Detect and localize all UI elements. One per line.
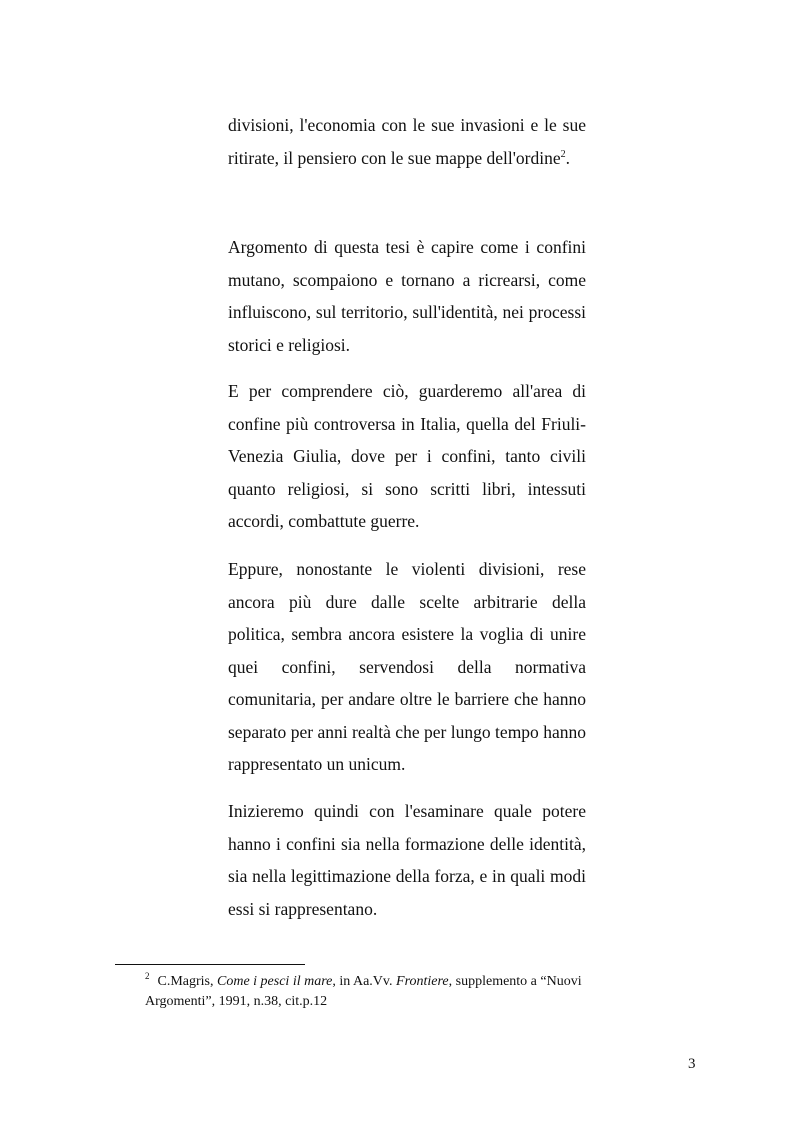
footnote-author: C.Magris, bbox=[157, 974, 217, 989]
footnote bbox=[145, 972, 633, 1012]
paragraph-border-area: E per comprendere ciò, guarderemo all'area di confine più controversa in Italia, quella del Friuli-Venezia Giulia, dove per i confini, tanto civili quanto religiosi, si sono scritti libri, intessuti accordi, combattute guerre. bbox=[228, 381, 586, 531]
paragraph-continued: divisioni, l'economia con le sue invasioni e le sue ritirate, il pensiero con le sue mappe dell'ordine$^2$. bbox=[228, 115, 586, 168]
footnote-work: Frontiere bbox=[396, 974, 449, 989]
footnote-title: Come i pesci il mare bbox=[217, 974, 333, 989]
page-number: 3 bbox=[688, 1056, 696, 1072]
paragraph-plan: Inizieremo quindi con l'esaminare quale potere hanno i confini sia nella formazione delle identità, sia nella legittimazione della forza, e in quali modi essi si rappresentano. bbox=[228, 801, 586, 919]
paragraph-thesis-topic: Argomento di questa tesi è capire come i confini mutano, scompaiono e tornano a ricrearsi, come influiscono, sul territorio, sull'identità, nei processi storici e religiosi. bbox=[228, 237, 586, 355]
footnote-reference[interactable]: 2 bbox=[560, 148, 566, 160]
paragraph-text: divisioni, l'economia con le sue invasioni e le sue ritirate, il pensiero con le sue mappe dell'ordine bbox=[228, 115, 586, 168]
footnote-mid: , in Aa.Vv. bbox=[332, 974, 397, 989]
footnote-separator bbox=[115, 964, 305, 965]
footnote-mark: 2 bbox=[145, 971, 150, 982]
paragraph-divisions: Eppure, nonostante le violenti divisioni, rese ancora più dure dalle scelte arbitrarie della politica, sembra ancora esistere la voglia di unire quei confini, servendosi della normativa comunitaria, per andare oltre le barriere che hanno separato per anni realtà che per lungo tempo hanno rappresentato un unicum. bbox=[228, 559, 586, 774]
footnote-rest: , supplemento a “Nuovi Argomenti”, 1991, n.38, cit.p.12 bbox=[145, 974, 582, 1009]
